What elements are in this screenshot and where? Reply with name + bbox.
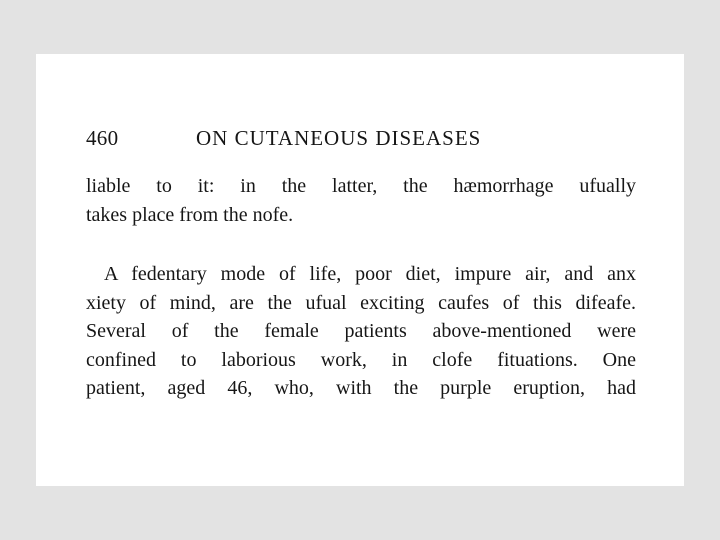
paragraph-1 xyxy=(86,172,636,229)
text-line: confined to laborious work, in clofe fituations. One xyxy=(86,348,636,371)
running-title: ON CUTANEOUS DISEASES xyxy=(196,126,482,150)
page-number: 460 xyxy=(86,126,119,150)
paragraph-2 xyxy=(86,260,636,403)
book-page xyxy=(36,54,684,486)
text-line: xiety of mind, are the ufual exciting caufes of this difeafe. xyxy=(86,291,636,314)
text-line: takes place from the nofe. xyxy=(86,203,294,226)
text-line: liable to it: in the latter, the hæmorrhage ufually xyxy=(86,175,636,197)
text-line: patient, aged 46, who, with the purple eruption, had xyxy=(86,377,636,399)
text-line: A fedentary mode of life, poor diet, impure air, and anx xyxy=(104,263,636,285)
text-line: Several of the female patients above-mentioned were xyxy=(86,320,636,342)
